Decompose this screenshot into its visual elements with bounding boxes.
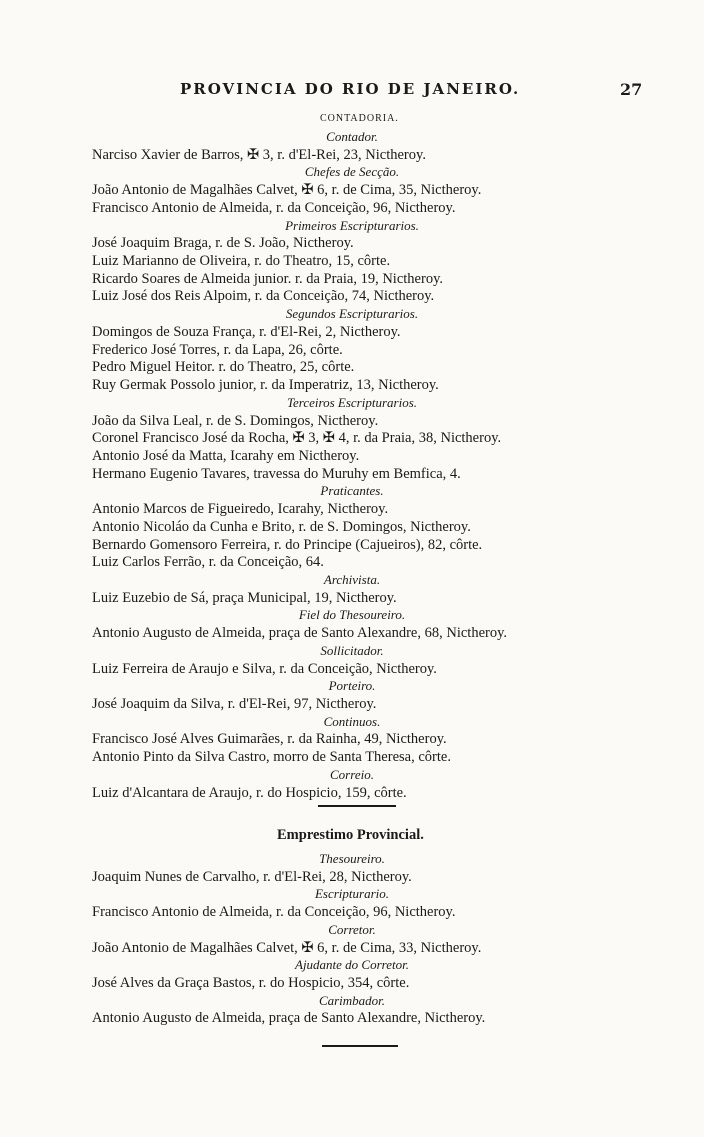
list-item: José Joaquim da Silva, r. d'El-Rei, 97, Nictheroy. <box>92 696 377 713</box>
role-heading: Porteiro. <box>328 678 376 694</box>
section-title: Emprestimo Provincial. <box>277 827 424 843</box>
list-item: Luiz Euzebio de Sá, praça Municipal, 19, Nictheroy. <box>92 589 397 606</box>
role-heading: Sollicitador. <box>320 642 384 658</box>
list-item: Luiz Ferreira de Araujo e Silva, r. da Conceição, Nictheroy. <box>92 660 437 677</box>
list-item: Luiz Carlos Ferrão, r. da Conceição, 64. <box>92 554 324 571</box>
role-heading: Contador. <box>326 129 378 144</box>
list-item: João Antonio de Magalhães Calvet, ✠ 6, r. de Cima, 35, Nictheroy. <box>92 182 482 199</box>
role-heading: Escripturario. <box>314 886 390 902</box>
role-heading: Fiel do Thesoureiro. <box>298 607 406 623</box>
list-item: Luiz José dos Reis Alpoim, r. da Conceição, 74, Nictheroy. <box>92 288 435 305</box>
list-item: Hermano Eugenio Tavares, travessa do Muruhy em Bemfica, 4. <box>92 465 461 482</box>
list-item: Luiz d'Alcantara de Araujo, r. do Hospicio, 159, côrte. <box>92 784 407 801</box>
list-item: Antonio José da Matta, Icarahy em Nictheroy. <box>92 447 360 464</box>
list-item: Antonio Augusto de Almeida, praça de Santo Alexandre, 68, Nictheroy. <box>92 625 508 642</box>
role-heading: Corretor. <box>328 921 376 937</box>
role-heading: Correio. <box>330 766 374 782</box>
section-divider <box>318 805 396 807</box>
role-heading: Primeiros Escripturarios. <box>285 217 419 233</box>
list-item: Antonio Marcos de Figueiredo, Icarahy, Nictheroy. <box>92 501 389 518</box>
list-item: José Alves da Graça Bastos, r. do Hospicio, 354, côrte. <box>92 975 410 992</box>
list-item: Francisco Antonio de Almeida, r. da Conceição, 96, Nictheroy. <box>92 904 456 921</box>
role-heading: Segundos Escripturarios. <box>285 306 419 322</box>
page-number: 27 <box>620 80 643 99</box>
list-item: Antonio Nicoláo da Cunha e Brito, r. de S. Domingos, Nictheroy. <box>92 518 471 535</box>
list-item: Antonio Augusto de Almeida, praça de Santo Alexandre, Nictheroy. <box>92 1010 486 1027</box>
closing-divider <box>322 1045 398 1047</box>
page-title: PROVINCIA DO RIO DE JANEIRO. <box>180 80 521 98</box>
list-item: Ruy Germak Possolo junior, r. da Imperatriz, 13, Nictheroy. <box>92 377 439 394</box>
list-item: Pedro Miguel Heitor. r. do Theatro, 25, côrte. <box>92 359 355 376</box>
list-item: Frederico José Torres, r. da Lapa, 26, côrte. <box>92 341 343 358</box>
role-heading: Chefes de Secção. <box>304 164 400 180</box>
role-heading: Thesoureiro. <box>319 851 385 866</box>
list-item: Francisco Antonio de Almeida, r. da Conceição, 96, Nictheroy. <box>92 199 456 216</box>
list-item: Domingos de Souza França, r. d'El-Rei, 2, Nictheroy. <box>92 323 401 340</box>
list-item: Antonio Pinto da Silva Castro, morro de Santa Theresa, côrte. <box>92 749 451 766</box>
role-heading: Continuos. <box>323 713 381 729</box>
list-item: Luiz Marianno de Oliveira, r. do Theatro, 15, côrte. <box>92 253 391 270</box>
list-item: João da Silva Leal, r. de S. Domingos, Nictheroy. <box>92 412 379 429</box>
list-item: Francisco José Alves Guimarães, r. da Rainha, 49, Nictheroy. <box>92 731 447 748</box>
role-heading: Praticantes. <box>320 483 384 499</box>
page-header <box>0 80 704 104</box>
list-item: Bernardo Gomensoro Ferreira, r. do Principe (Cajueiros), 82, côrte. <box>92 536 483 553</box>
role-heading: Archivista. <box>323 572 381 587</box>
list-item: Joaquim Nunes de Carvalho, r. d'El-Rei, 28, Nictheroy. <box>92 868 412 885</box>
section-caption: CONTADORIA. <box>320 113 399 124</box>
role-heading: Carimbador. <box>318 992 386 1008</box>
list-item: Ricardo Soares de Almeida junior. r. da Praia, 19, Nictheroy. <box>92 270 444 287</box>
list-item: Coronel Francisco José da Rocha, ✠ 3, ✠ 4, r. da Praia, 38, Nictheroy. <box>92 430 502 447</box>
list-item: João Antonio de Magalhães Calvet, ✠ 6, r. de Cima, 33, Nictheroy. <box>92 939 482 956</box>
list-item: José Joaquim Braga, r. de S. João, Nictheroy. <box>92 235 354 252</box>
list-item: Narciso Xavier de Barros, ✠ 3, r. d'El-Rei, 23, Nictheroy. <box>92 146 426 163</box>
role-heading: Ajudante do Corretor. <box>295 957 409 973</box>
role-heading: Terceiros Escripturarios. <box>286 394 417 410</box>
